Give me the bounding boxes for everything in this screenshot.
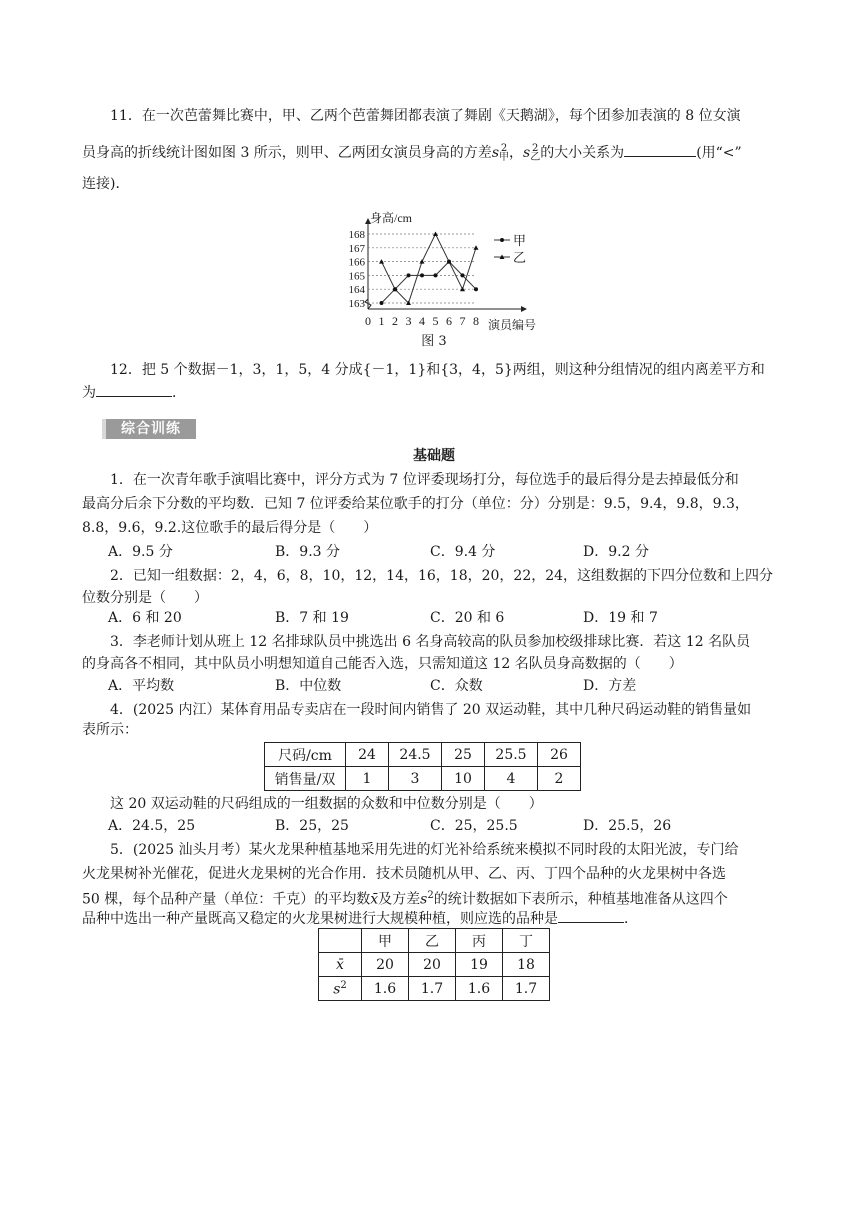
q12-line-2: [82, 382, 186, 403]
q3-option-b[interactable]: B．中位数: [275, 678, 342, 694]
series-line-1: [382, 262, 477, 303]
x-tick-label: 8: [473, 314, 479, 328]
table-cell: 26: [538, 743, 581, 767]
shoe-size-table: [264, 742, 581, 791]
variance-sup: 2: [427, 890, 434, 901]
q5-line-1: 5．(2025 汕头月考）某火龙果种植基地采用先进的灯光补给系统来模拟不同时段的太阳光波，专门给: [110, 842, 739, 858]
y-tick-label: 164: [348, 284, 365, 297]
legend-label: 乙: [513, 250, 527, 265]
xbar-symbol: x̄: [370, 891, 379, 908]
q1-option-b[interactable]: B．9.3 分: [275, 544, 341, 560]
q12-line-1: 12．把 5 个数据－1，3，1，5，4 分成{－1，1}和{3，4，5}两组，则这种分组情况的组内离差平方和: [110, 362, 765, 378]
data-point: [474, 287, 478, 291]
q3-option-a[interactable]: A．平均数: [108, 678, 175, 694]
q3-line-2: 的身高各不相同，其中队员小明想知道自己能否入选，只需知道这 12 名队员身高数据的（ ）: [82, 656, 683, 672]
s-yi-scripts: [530, 144, 540, 162]
q1-options: [108, 542, 808, 562]
section-badge: 综合训练: [106, 419, 196, 439]
q4-option-b[interactable]: B．25，25: [275, 818, 349, 834]
q3-option-c[interactable]: C．众数: [430, 678, 483, 694]
q5-answer-blank[interactable]: [558, 908, 624, 923]
table-cell: 25.5: [485, 743, 538, 767]
table-row: [319, 977, 550, 1001]
s-yi-sup: 2: [532, 143, 539, 154]
table-cell: 19: [456, 953, 503, 977]
table-cell: 乙: [409, 929, 456, 953]
q11-answer-blank[interactable]: [624, 142, 696, 157]
q2-option-c[interactable]: C．20 和 6: [430, 610, 505, 626]
q5-line-4b: ．: [624, 911, 638, 927]
table-cell: 24: [346, 743, 389, 767]
table-cell: 尺码/cm: [265, 743, 346, 767]
q4-option-c[interactable]: C．25，25.5: [430, 818, 518, 834]
table-cell: 2: [538, 767, 581, 791]
q5-line-3a: 50 棵，每个品种产量（单位：千克）的平均数: [82, 891, 371, 908]
q12-answer-blank[interactable]: [96, 382, 172, 397]
x-tick-label: 6: [446, 314, 452, 328]
table-row: [265, 767, 581, 791]
data-point: [461, 273, 465, 277]
table-cell: 1.7: [409, 977, 456, 1001]
q11-line-2a: 员身高的折线统计图如图 3 所示，则甲、乙两团女演员身高的方差: [82, 145, 492, 161]
q5-line-4: [82, 908, 638, 929]
q4-option-d[interactable]: D．25.5，26: [583, 818, 672, 834]
x-tick-label: 0: [365, 314, 371, 328]
variety-stats-table: [318, 928, 550, 1001]
row-s-label: s: [333, 981, 341, 998]
q4-line-1: 4．(2025 内江）某体育用品专卖店在一段时间内销售了 20 双运动鞋，其中几种尺码运动鞋的销售量如: [110, 702, 752, 718]
x-tick-label: 4: [419, 314, 425, 328]
q11-line-1: 11．在一次芭蕾舞比赛中，甲、乙两个芭蕾舞团都表演了舞剧《天鹅湖》，每个团参加表演的 8 位女演: [110, 108, 741, 124]
table-cell: 1.7: [503, 977, 550, 1001]
q4-option-a[interactable]: A．24.5，25: [108, 818, 196, 834]
table-cell: [319, 929, 362, 953]
q2-line-2: 位数分别是（ ）: [82, 590, 208, 606]
x-axis-label: 演员编号: [488, 318, 537, 332]
s-yi-sub: 乙: [530, 152, 541, 163]
legend-marker: [500, 238, 504, 242]
table-cell: 甲: [362, 929, 409, 953]
table-cell: 丁: [503, 929, 550, 953]
data-point: [380, 301, 384, 305]
q2-line-1: 2．已知一组数据：2，4，6，8，10，12，14，16，18，20，22，24，这组数据的下四分位数和上四分: [110, 568, 774, 584]
table-cell: x̄: [319, 953, 362, 977]
table-cell: [319, 977, 362, 1001]
q11-line-2c: (用“<”: [696, 145, 742, 161]
q11-line-3: 连接)．: [82, 176, 130, 192]
table-cell: 24.5: [389, 743, 442, 767]
legend-label: 甲: [513, 233, 527, 248]
q5-line-3b: 及方差: [378, 891, 421, 908]
s-jia-sup: 2: [500, 143, 508, 154]
table-cell: 1.6: [456, 977, 503, 1001]
q1-line-2: 最高分后余下分数的平均数．已知 7 位评委给某位歌手的打分（单位：分）分别是：9.5，9.4，9.8，9.3，: [82, 496, 749, 512]
q5-line-3c: 的统计数据如下表所示，种植基地准备从这四个: [433, 891, 728, 908]
q1-option-c[interactable]: C．9.4 分: [430, 544, 496, 560]
table-cell: 3: [389, 767, 442, 791]
table-cell: 10: [442, 767, 485, 791]
q4-options: [108, 816, 808, 836]
s-yi: s: [523, 145, 531, 161]
q2-option-a[interactable]: A．6 和 20: [108, 610, 182, 626]
table-cell: 1: [346, 767, 389, 791]
height-line-chart: [328, 200, 568, 334]
q1-option-d[interactable]: D．9.2 分: [583, 544, 649, 560]
figure-caption: 图 3: [421, 334, 447, 349]
x-tick-label: 5: [432, 314, 439, 328]
table-cell: 销售量/双: [265, 767, 346, 791]
y-tick-label: 167: [348, 242, 365, 255]
variance-symbol: s: [420, 891, 428, 908]
x-axis-arrow: [521, 306, 527, 312]
s-jia-sub: 甲: [499, 152, 509, 163]
data-point: [420, 273, 424, 277]
data-point: [379, 259, 384, 264]
q12-line-2b: ．: [172, 385, 186, 401]
q3-option-d[interactable]: D．方差: [583, 678, 637, 694]
data-point: [474, 245, 479, 250]
q3-options: [108, 676, 808, 696]
q3-line-1: 3．李老师计划从班上 12 名排球队员中挑选出 6 名身高较高的队员参加校级排球比赛．若这 12 名队员: [110, 634, 751, 650]
table-cell: 20: [409, 953, 456, 977]
table-cell: 20: [362, 953, 409, 977]
table-row: [319, 953, 550, 977]
data-point: [434, 273, 438, 277]
q11-line-2b: 的大小关系为: [540, 145, 625, 161]
q4-line-3: 这 20 双运动鞋的尺码组成的一组数据的众数和中位数分别是（ ）: [110, 796, 543, 812]
s-jia: s: [491, 145, 499, 161]
y-tick-label: 163: [348, 298, 365, 310]
q1-option-a[interactable]: A．9.5 分: [108, 544, 173, 560]
data-point: [407, 273, 411, 277]
table-row: [319, 929, 550, 953]
q1-line-1: 1．在一次青年歌手演唱比赛中，评分方式为 7 位评委现场打分，每位选手的最后得分是去掉最低分和: [110, 472, 739, 488]
q11-comma: ，: [509, 145, 523, 161]
table-cell: 丙: [456, 929, 503, 953]
s-jia-scripts: [499, 144, 509, 162]
q1-line-3: 8.8，9.6，9.2.这位歌手的最后得分是（ ）: [82, 520, 378, 536]
table-cell: 4: [485, 767, 538, 791]
q5-line-4a: 品种中选出一种产量既高又稳定的火龙果树进行大规模种植，则应选的品种是: [82, 911, 558, 927]
q5-line-2: 火龙果树补光催花，促进火龙果树的光合作用．技术员随机从甲、乙、丙、丁四个品种的火龙果树中各选: [82, 866, 726, 882]
q4-line-2: 表所示：: [82, 722, 138, 738]
table-cell: 25: [442, 743, 485, 767]
x-tick-label: 2: [392, 314, 398, 328]
y-tick-label: 168: [348, 229, 365, 241]
section-title: 基础题: [413, 448, 455, 464]
q2-option-d[interactable]: D．19 和 7: [583, 610, 658, 626]
y-tick-label: 165: [348, 270, 365, 283]
table-cell: 18: [503, 953, 550, 977]
q2-options: [108, 608, 808, 628]
table-cell: 1.6: [362, 977, 409, 1001]
y-tick-label: 166: [348, 256, 365, 269]
q2-option-b[interactable]: B．7 和 19: [275, 610, 349, 626]
table-row: [265, 743, 581, 767]
series-line-2: [382, 234, 477, 303]
q11-line-2: [82, 142, 742, 163]
x-tick-label: 3: [405, 314, 412, 328]
q12-line-2a: 为: [82, 385, 96, 401]
row-s-sup: 2: [340, 979, 347, 991]
x-tick-label: 1: [378, 314, 385, 328]
x-tick-label: 7: [459, 314, 466, 328]
q5-line-3: [82, 886, 728, 910]
y-axis-label: 身高/cm: [370, 211, 412, 225]
